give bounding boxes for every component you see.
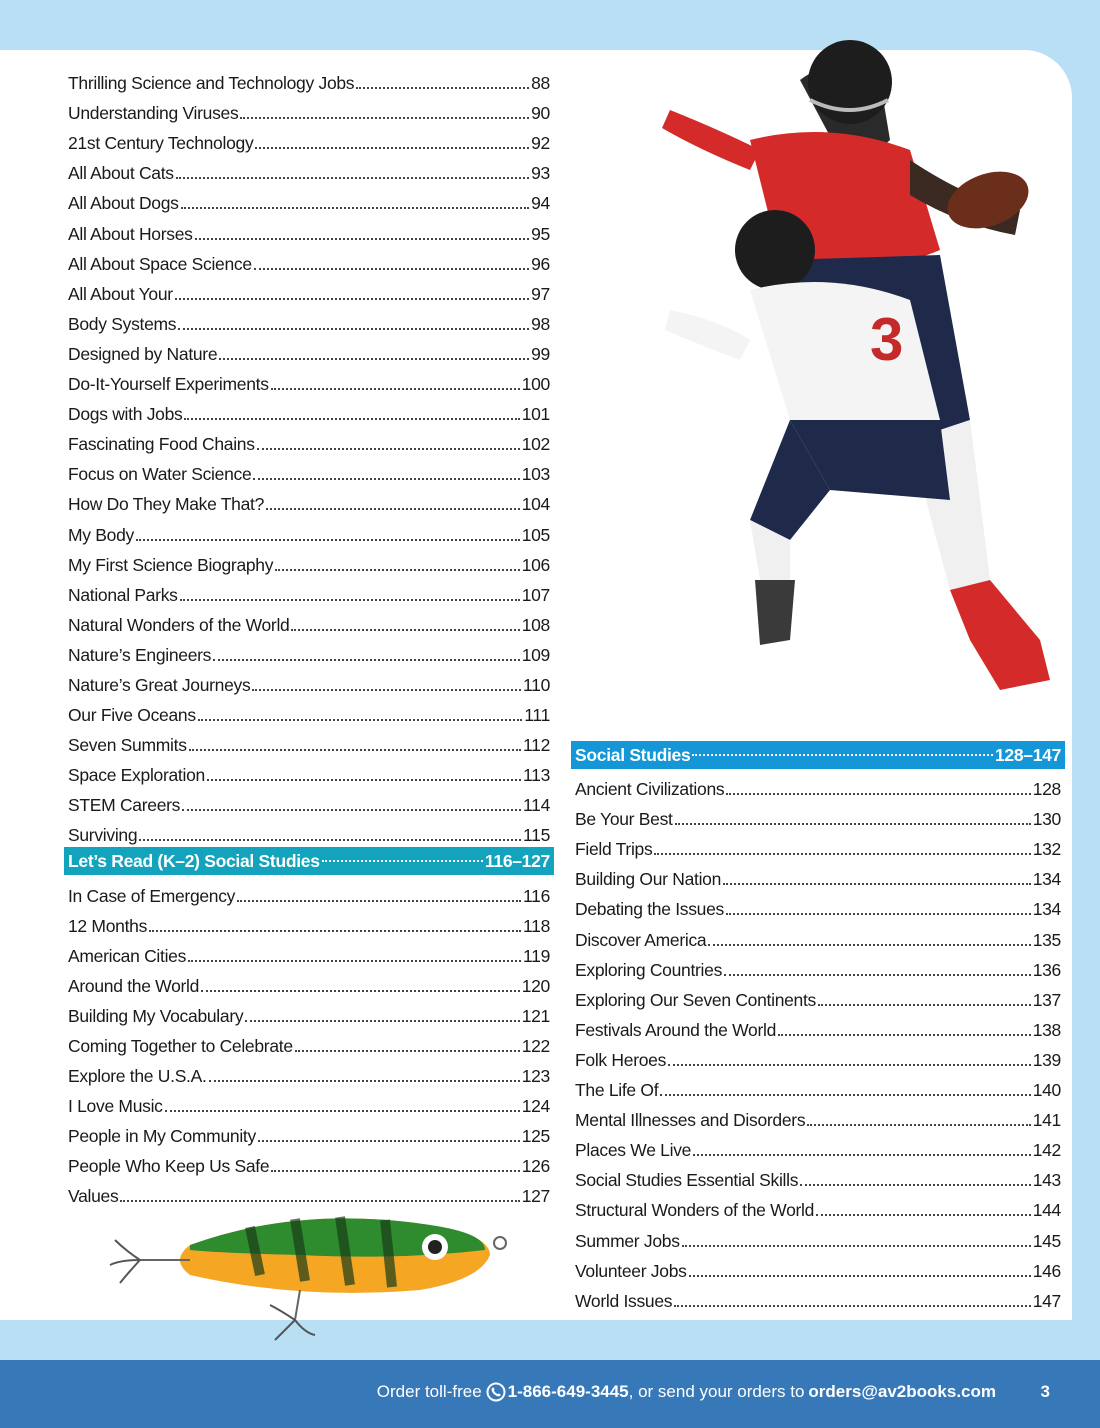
toc-entry-title: Folk Heroes bbox=[575, 1049, 667, 1070]
toc-entry-title: People Who Keep Us Safe bbox=[68, 1156, 270, 1177]
toc-entry-page: 111 bbox=[524, 705, 550, 726]
toc-entry-page: 103 bbox=[521, 464, 550, 485]
toc-entry-page: 109 bbox=[521, 644, 550, 665]
toc-entry-title: All About Horses bbox=[68, 223, 193, 244]
dot-leader bbox=[209, 1080, 520, 1082]
toc-entry[interactable] bbox=[68, 94, 550, 124]
dot-leader bbox=[724, 974, 1031, 976]
toc-entry-title: All About Your bbox=[68, 283, 173, 304]
toc-entry[interactable] bbox=[575, 920, 1061, 950]
toc-entry-page: 120 bbox=[521, 975, 550, 996]
dot-leader bbox=[818, 1004, 1031, 1006]
toc-entry[interactable] bbox=[68, 907, 550, 937]
toc-entry[interactable] bbox=[68, 1057, 550, 1087]
toc-entry-page: 137 bbox=[1032, 989, 1061, 1010]
toc-entry-title: American Cities bbox=[68, 945, 187, 966]
toc-entry[interactable] bbox=[68, 214, 550, 244]
toc-entry-title: 21st Century Technology bbox=[68, 133, 254, 154]
toc-entry-title: I Love Music bbox=[68, 1096, 163, 1117]
toc-entry-title: Ancient Civilizations bbox=[575, 779, 725, 800]
dot-leader bbox=[139, 839, 521, 841]
order-prefix: Order toll-free bbox=[376, 1382, 482, 1401]
toc-entry-page: 138 bbox=[1032, 1019, 1061, 1040]
page-number: 3 bbox=[1040, 1382, 1050, 1401]
dot-leader bbox=[201, 990, 520, 992]
toc-entry[interactable] bbox=[68, 365, 550, 395]
dot-leader bbox=[682, 1245, 1031, 1247]
dot-leader bbox=[136, 539, 520, 541]
toc-entry-page: 141 bbox=[1032, 1110, 1061, 1131]
toc-entry[interactable] bbox=[68, 876, 550, 906]
dot-leader bbox=[253, 478, 519, 480]
toc-entry-title: Thrilling Science and Technology Jobs bbox=[68, 73, 355, 94]
dot-leader bbox=[181, 207, 530, 209]
dot-leader bbox=[356, 87, 529, 89]
toc-entry[interactable] bbox=[575, 770, 1061, 800]
toc-entry[interactable] bbox=[575, 1191, 1061, 1221]
toc-entry-title: My First Science Biography bbox=[68, 554, 274, 575]
toc-entry[interactable] bbox=[575, 1011, 1061, 1041]
toc-entry-page: 143 bbox=[1032, 1170, 1061, 1191]
toc-entry[interactable] bbox=[68, 546, 550, 576]
toc-entry-page: 118 bbox=[523, 915, 550, 936]
toc-entry-title: Debating the Issues bbox=[575, 899, 724, 920]
toc-entry[interactable] bbox=[68, 245, 550, 275]
dot-leader bbox=[255, 147, 529, 149]
toc-entry-title: All About Cats bbox=[68, 163, 174, 184]
toc-entry-title: People in My Community bbox=[68, 1126, 256, 1147]
toc-entry-page: 96 bbox=[531, 253, 550, 274]
toc-entry-page: 125 bbox=[521, 1126, 550, 1147]
footer-bar bbox=[0, 1360, 1100, 1428]
dot-leader bbox=[175, 298, 529, 300]
toc-entry-title: All About Space Science bbox=[68, 253, 252, 274]
toc-entry[interactable] bbox=[575, 1071, 1061, 1101]
toc-entry-title: Dogs with Jobs bbox=[68, 404, 183, 425]
toc-entry-page: 105 bbox=[521, 524, 550, 545]
dot-leader bbox=[254, 268, 529, 270]
section-page-range: 116–127 bbox=[484, 851, 550, 872]
toc-entry-title: Natural Wonders of the World bbox=[68, 614, 290, 635]
toc-entry-page: 146 bbox=[1032, 1260, 1061, 1281]
toc-entry-title: Mental Illnesses and Disorders bbox=[575, 1110, 806, 1131]
toc-entry-page: 95 bbox=[531, 223, 550, 244]
section-title: Social Studies bbox=[575, 745, 691, 765]
toc-entry-title: Surviving bbox=[68, 825, 138, 846]
toc-entry-page: 134 bbox=[1032, 869, 1061, 890]
toc-entry-title: Structural Wonders of the World bbox=[575, 1200, 815, 1221]
toc-entry[interactable] bbox=[575, 1161, 1061, 1191]
toc-entry-page: 127 bbox=[521, 1186, 550, 1207]
dot-leader bbox=[800, 1184, 1031, 1186]
toc-entry[interactable] bbox=[575, 1252, 1061, 1282]
toc-entry[interactable] bbox=[68, 696, 550, 726]
section-header[interactable] bbox=[64, 847, 554, 875]
toc-entry-page: 119 bbox=[523, 945, 550, 966]
toc-entry-page: 123 bbox=[521, 1066, 550, 1087]
toc-entry[interactable] bbox=[68, 1087, 550, 1117]
toc-entry[interactable] bbox=[68, 937, 550, 967]
toc-entry-title: Focus on Water Science bbox=[68, 464, 252, 485]
section-title: Let’s Read (K–2) Social Studies bbox=[68, 851, 320, 872]
toc-entry-page: 128 bbox=[1032, 779, 1061, 800]
section-header[interactable] bbox=[571, 741, 1065, 769]
toc-entry-title: Social Studies Essential Skills bbox=[575, 1170, 799, 1191]
toc-entry[interactable] bbox=[68, 997, 550, 1027]
toc-entry-page: 144 bbox=[1032, 1200, 1061, 1221]
toc-entry-page: 101 bbox=[521, 404, 550, 425]
toc-entry-page: 93 bbox=[531, 163, 550, 184]
toc-entry-page: 136 bbox=[1032, 959, 1061, 980]
toc-entry-title: Building My Vocabulary bbox=[68, 1005, 244, 1026]
toc-left-column bbox=[68, 64, 550, 1207]
toc-entry-page: 107 bbox=[521, 584, 550, 605]
toc-entry-title: Nature’s Great Journeys bbox=[68, 674, 251, 695]
dot-leader bbox=[182, 809, 521, 811]
toc-entry-page: 140 bbox=[1032, 1080, 1061, 1101]
toc-entry[interactable] bbox=[68, 1177, 550, 1207]
toc-entry-page: 115 bbox=[523, 825, 550, 846]
dot-leader bbox=[176, 177, 529, 179]
toc-entry-page: 100 bbox=[521, 374, 550, 395]
dot-leader bbox=[322, 860, 483, 862]
toc-entry-title: Field Trips bbox=[575, 839, 653, 860]
toc-entry-title: Volunteer Jobs bbox=[575, 1260, 687, 1281]
toc-entry-title: Around the World bbox=[68, 975, 200, 996]
dot-leader bbox=[271, 388, 520, 390]
toc-entry-title: Coming Together to Celebrate bbox=[68, 1036, 293, 1056]
toc-entry[interactable] bbox=[68, 1117, 550, 1147]
toc-entry-page: 88 bbox=[531, 73, 550, 94]
toc-entry[interactable] bbox=[68, 124, 550, 154]
dot-leader bbox=[692, 754, 993, 756]
toc-entry-title: Values bbox=[68, 1186, 119, 1207]
toc-entry[interactable] bbox=[68, 425, 550, 455]
toc-entry-title: Discover America bbox=[575, 929, 707, 950]
toc-entry[interactable] bbox=[68, 455, 550, 485]
toc-entry-title: Nature’s Engineers bbox=[68, 644, 212, 665]
toc-entry-title: Understanding Viruses bbox=[68, 103, 239, 124]
toc-entry[interactable] bbox=[68, 485, 550, 515]
toc-entry[interactable] bbox=[68, 64, 550, 94]
toc-entry[interactable] bbox=[68, 395, 550, 425]
dot-leader bbox=[184, 418, 519, 420]
dot-leader bbox=[807, 1124, 1030, 1126]
toc-entry[interactable] bbox=[68, 1147, 550, 1177]
toc-entry-page: 104 bbox=[521, 494, 550, 515]
toc-entry[interactable] bbox=[575, 800, 1061, 830]
toc-entry[interactable] bbox=[575, 1101, 1061, 1131]
dot-leader bbox=[240, 117, 529, 119]
toc-entry-page: 99 bbox=[531, 343, 550, 364]
toc-right-column bbox=[575, 740, 1061, 1312]
toc-entry-title: STEM Careers bbox=[68, 795, 181, 816]
toc-entry-page: 97 bbox=[531, 283, 550, 304]
toc-entry-page: 121 bbox=[521, 1005, 550, 1026]
dot-leader bbox=[257, 448, 520, 450]
toc-entry[interactable] bbox=[68, 816, 550, 846]
toc-entry-title: Summer Jobs bbox=[575, 1230, 680, 1251]
dot-leader bbox=[271, 1170, 519, 1172]
toc-entry-title: Do-It-Yourself Experiments bbox=[68, 374, 269, 395]
toc-entry-title: My Body bbox=[68, 524, 134, 545]
dot-leader bbox=[178, 328, 529, 330]
toc-entry-title: Be Your Best bbox=[575, 809, 673, 830]
toc-entry-page: 135 bbox=[1032, 929, 1061, 950]
dot-leader bbox=[207, 779, 521, 781]
toc-entry[interactable] bbox=[575, 1131, 1061, 1161]
footer-order-info bbox=[377, 1382, 996, 1402]
toc-entry-page: 134 bbox=[1032, 899, 1061, 920]
toc-entry-page: 122 bbox=[521, 1036, 550, 1056]
toc-entry-title: 12 Months bbox=[68, 915, 148, 936]
dot-leader bbox=[295, 1050, 520, 1052]
toc-entry-page: 116 bbox=[523, 885, 550, 906]
toc-entry-page: 106 bbox=[521, 554, 550, 575]
dot-leader bbox=[726, 793, 1030, 795]
toc-entry-page: 94 bbox=[531, 193, 550, 214]
toc-entry[interactable] bbox=[575, 890, 1061, 920]
toc-entry-page: 113 bbox=[523, 765, 550, 786]
toc-entry-title: All About Dogs bbox=[68, 193, 179, 214]
phone-number-link[interactable]: 1-866-649-3445 bbox=[507, 1382, 629, 1401]
dot-leader bbox=[708, 944, 1030, 946]
toc-entry-page: 98 bbox=[531, 313, 550, 334]
toc-entry-title: Exploring Countries bbox=[575, 959, 723, 980]
toc-entry-title: Seven Summits bbox=[68, 735, 187, 756]
dot-leader bbox=[660, 1094, 1030, 1096]
dot-leader bbox=[726, 913, 1031, 915]
dot-leader bbox=[693, 1154, 1031, 1156]
toc-entry[interactable] bbox=[575, 951, 1061, 981]
toc-entry-title: Our Five Oceans bbox=[68, 705, 196, 726]
toc-entry-title: Explore the U.S.A. bbox=[68, 1066, 207, 1087]
toc-entry-title: Festivals Around the World bbox=[575, 1019, 777, 1040]
toc-entry-title: Body Systems bbox=[68, 313, 177, 334]
toc-entry[interactable] bbox=[68, 1027, 550, 1057]
dot-leader bbox=[816, 1214, 1031, 1216]
football-players-image bbox=[570, 20, 1080, 732]
toc-entry-title: Space Exploration bbox=[68, 765, 205, 786]
toc-entry-page: 90 bbox=[531, 103, 550, 124]
dot-leader bbox=[213, 659, 520, 661]
phone-icon bbox=[486, 1382, 506, 1402]
toc-entry[interactable] bbox=[68, 154, 550, 184]
toc-entry-title: Building Our Nation bbox=[575, 869, 722, 890]
toc-entry-page: 124 bbox=[521, 1096, 550, 1117]
toc-entry[interactable] bbox=[68, 515, 550, 545]
toc-entry-page: 114 bbox=[523, 795, 550, 816]
toc-entry-page: 112 bbox=[523, 735, 550, 756]
toc-entry-page: 92 bbox=[531, 133, 550, 154]
toc-entry-title: World Issues bbox=[575, 1290, 673, 1311]
email-link[interactable]: orders@av2books.com bbox=[808, 1382, 996, 1401]
toc-entry[interactable] bbox=[68, 576, 550, 606]
toc-entry-title: The Life Of bbox=[575, 1080, 659, 1101]
dot-leader bbox=[245, 1020, 519, 1022]
toc-entry-page: 147 bbox=[1032, 1290, 1061, 1311]
toc-entry[interactable] bbox=[68, 606, 550, 636]
toc-entry[interactable] bbox=[68, 335, 550, 365]
toc-entry-title: Fascinating Food Chains bbox=[68, 434, 255, 455]
dot-leader bbox=[252, 689, 521, 691]
toc-entry-page: 132 bbox=[1032, 839, 1061, 860]
dot-leader bbox=[180, 599, 520, 601]
dot-leader bbox=[237, 900, 521, 902]
toc-entry-page: 110 bbox=[523, 674, 550, 695]
toc-entry-page: 145 bbox=[1032, 1230, 1061, 1251]
toc-entry-title: Places We Live bbox=[575, 1140, 692, 1161]
svg-text:3: 3 bbox=[870, 306, 904, 373]
toc-entry[interactable] bbox=[68, 636, 550, 666]
toc-entry[interactable] bbox=[68, 305, 550, 335]
dot-leader bbox=[689, 1275, 1031, 1277]
dot-leader bbox=[189, 749, 521, 751]
dot-leader bbox=[668, 1064, 1031, 1066]
toc-entry-title: In Case of Emergency bbox=[68, 885, 236, 906]
toc-entry[interactable] bbox=[575, 981, 1061, 1011]
dot-leader bbox=[675, 823, 1031, 825]
toc-entry[interactable] bbox=[68, 184, 550, 214]
toc-entry-title: Exploring Our Seven Continents bbox=[575, 989, 816, 1010]
toc-entry[interactable] bbox=[575, 1282, 1061, 1312]
dot-leader bbox=[275, 569, 519, 571]
dot-leader bbox=[120, 1200, 519, 1202]
section-page-range: 128–147 bbox=[994, 745, 1061, 765]
toc-entry[interactable] bbox=[575, 1221, 1061, 1251]
toc-entry[interactable] bbox=[68, 275, 550, 305]
toc-entry[interactable] bbox=[68, 726, 550, 756]
dot-leader bbox=[723, 883, 1031, 885]
toc-entry[interactable] bbox=[68, 756, 550, 786]
dot-leader bbox=[195, 238, 530, 240]
toc-entry-page: 102 bbox=[521, 434, 550, 455]
toc-entry[interactable] bbox=[68, 967, 550, 997]
dot-leader bbox=[258, 1140, 520, 1142]
order-middle: , or send your orders to bbox=[628, 1382, 805, 1401]
dot-leader bbox=[654, 853, 1030, 855]
toc-entry-title: Designed by Nature bbox=[68, 343, 218, 364]
toc-entry[interactable] bbox=[68, 786, 550, 816]
dot-leader bbox=[188, 960, 521, 962]
dot-leader bbox=[674, 1305, 1030, 1307]
toc-entry[interactable] bbox=[575, 860, 1061, 890]
dot-leader bbox=[291, 629, 519, 631]
toc-entry-page: 126 bbox=[521, 1156, 550, 1177]
toc-entry-page: 142 bbox=[1032, 1140, 1061, 1161]
dot-leader bbox=[219, 358, 529, 360]
dot-leader bbox=[778, 1034, 1031, 1036]
toc-entry-page: 130 bbox=[1032, 809, 1061, 830]
toc-entry[interactable] bbox=[68, 666, 550, 696]
toc-entry-title: National Parks bbox=[68, 584, 178, 605]
toc-entry-page: 108 bbox=[521, 614, 550, 635]
toc-entry[interactable] bbox=[575, 1041, 1061, 1071]
dot-leader bbox=[198, 719, 523, 721]
toc-entry-page: 139 bbox=[1032, 1049, 1061, 1070]
dot-leader bbox=[165, 1110, 520, 1112]
toc-entry-title: How Do They Make That? bbox=[68, 494, 265, 515]
toc-entry[interactable] bbox=[575, 830, 1061, 860]
dot-leader bbox=[266, 508, 520, 510]
dot-leader bbox=[149, 930, 521, 932]
fishing-lure-image bbox=[100, 1205, 510, 1355]
